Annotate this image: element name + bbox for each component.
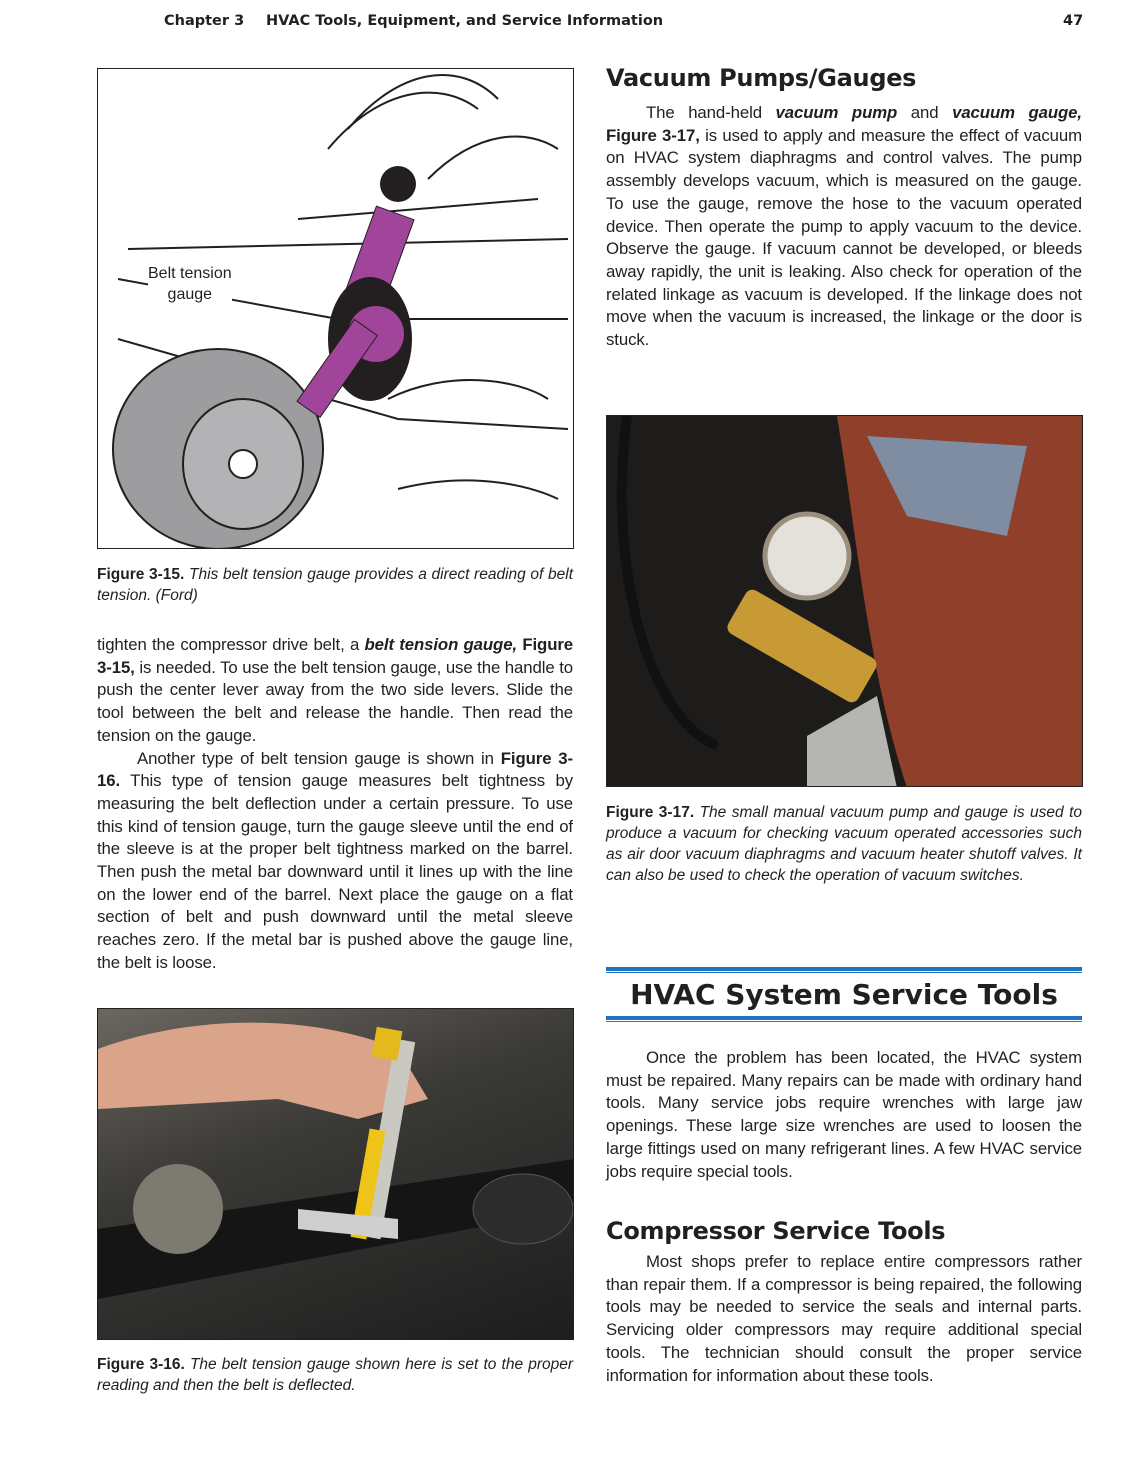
text: The hand-held — [646, 103, 776, 122]
term: vacuum pump — [775, 103, 898, 122]
service-tools-section — [606, 1047, 1082, 1183]
term: vacuum gauge, — [952, 103, 1082, 122]
major-section-heading: HVAC System Service Tools — [630, 978, 1058, 1011]
belt-tension-gauge-drawing — [98, 69, 574, 549]
paragraph — [97, 634, 573, 748]
heading-rule-top — [606, 967, 1082, 973]
figure-3-15-illustration — [97, 68, 574, 549]
figure-ref: Figure 3-15, — [97, 635, 574, 677]
paragraph — [606, 102, 1082, 352]
vacuum-section — [606, 64, 1082, 352]
belt-gauge-photo — [98, 1009, 574, 1340]
page-number: 47 — [1063, 13, 1084, 29]
chapter-title: HVAC Tools, Equipment, and Service Information — [266, 13, 664, 29]
callout-label-line2: gauge — [167, 286, 213, 303]
compressor-tools-section — [606, 1217, 1082, 1387]
callout-label-line1: Belt tension — [148, 265, 232, 282]
figure-number: Figure 3-15. — [97, 566, 185, 583]
heading-rule-bottom — [606, 1016, 1082, 1022]
text: and — [897, 103, 953, 122]
paragraph: Most shops prefer to replace entire compressors rather than repair them. If a compressor is being repaired, the following tools may be needed to service the seals and internal parts. Servicing older compressors may require additional special tools. The technician should consult the proper service information for information about these tools. — [606, 1252, 1082, 1385]
vacuum-pump-photo — [607, 416, 1083, 787]
caption-text: The belt tension gauge shown here is set to the proper reading and then the belt is deflected. — [97, 1356, 574, 1394]
figure-3-17-caption — [606, 802, 1082, 886]
section-heading: Compressor Service Tools — [606, 1217, 946, 1245]
text: Another type of belt tension gauge is shown in — [137, 748, 501, 768]
figure-ref: Figure 3-17, — [606, 125, 700, 145]
left-column-text — [97, 634, 573, 975]
section-heading: Vacuum Pumps/Gauges — [606, 64, 917, 92]
caption-text: The small manual vacuum pump and gauge is used to produce a vacuum for checking vacuum operated accessories such as air door vacuum diaphragms and vacuum heater shutoff valves. It can also be used to check the operation of vacuum switches. — [606, 804, 1083, 884]
paragraph: Once the problem has been located, the HVAC system must be repaired. Many repairs can be made with ordinary hand tools. Many service jobs require wrenches with large jaw openings. These large size wrenches are used to loosen the large fittings used on many refrigerant lines. A few HVAC service jobs require special tools. — [606, 1048, 1082, 1181]
paragraph — [97, 748, 573, 975]
figure-3-16-photo — [97, 1008, 574, 1340]
term: belt tension gauge, — [364, 635, 518, 654]
text: is needed. To use the belt tension gauge, use the handle to push the center lever away from the two side levers. Slide the tool between the belt and release the handle. Then read the tension on the gauge. — [97, 657, 573, 745]
figure-3-15-caption — [97, 564, 573, 606]
figure-ref: Figure 3-16. — [97, 748, 573, 791]
figure-3-17-photo — [606, 415, 1083, 787]
chapter-label: Chapter 3 — [164, 13, 245, 29]
text: is used to apply and measure the effect of vacuum on HVAC system diaphragms and control valves. The pump assembly develops vacuum, which is measured on the gauge. To use the gauge, remove the hose to the vacuum operated device. Then operate the pump to apply vacuum to the device. Observe the gauge. If vacuum cannot be developed, or bleeds away rapidly, the unit is leaking. Also check for operation of the related linkage as vacuum is developed. If the linkage does not move when the vacuum is increased, the linkage or the door is stuck. — [606, 125, 1082, 350]
text: tighten the compressor drive belt, a — [97, 635, 365, 654]
figure-number: Figure 3-17. — [606, 804, 695, 821]
figure-number: Figure 3-16. — [97, 1356, 185, 1373]
text: This type of tension gauge measures belt tightness by measuring the belt deflection under a certain pressure. To use this kind of tension gauge, turn the gauge sleeve until the end of the sleeve is at the proper belt tightness marked on the barrel. Then push the metal bar downward until it lines up with the line on the lower end of the barrel. Next place the gauge on a flat section of belt and push downward until the metal sleeve reaches zero. If the metal bar is pushed above the gauge line, the belt is loose. — [97, 771, 573, 972]
caption-text: This belt tension gauge provides a direct reading of belt tension. (Ford) — [97, 566, 573, 604]
figure-3-16-caption — [97, 1354, 573, 1396]
